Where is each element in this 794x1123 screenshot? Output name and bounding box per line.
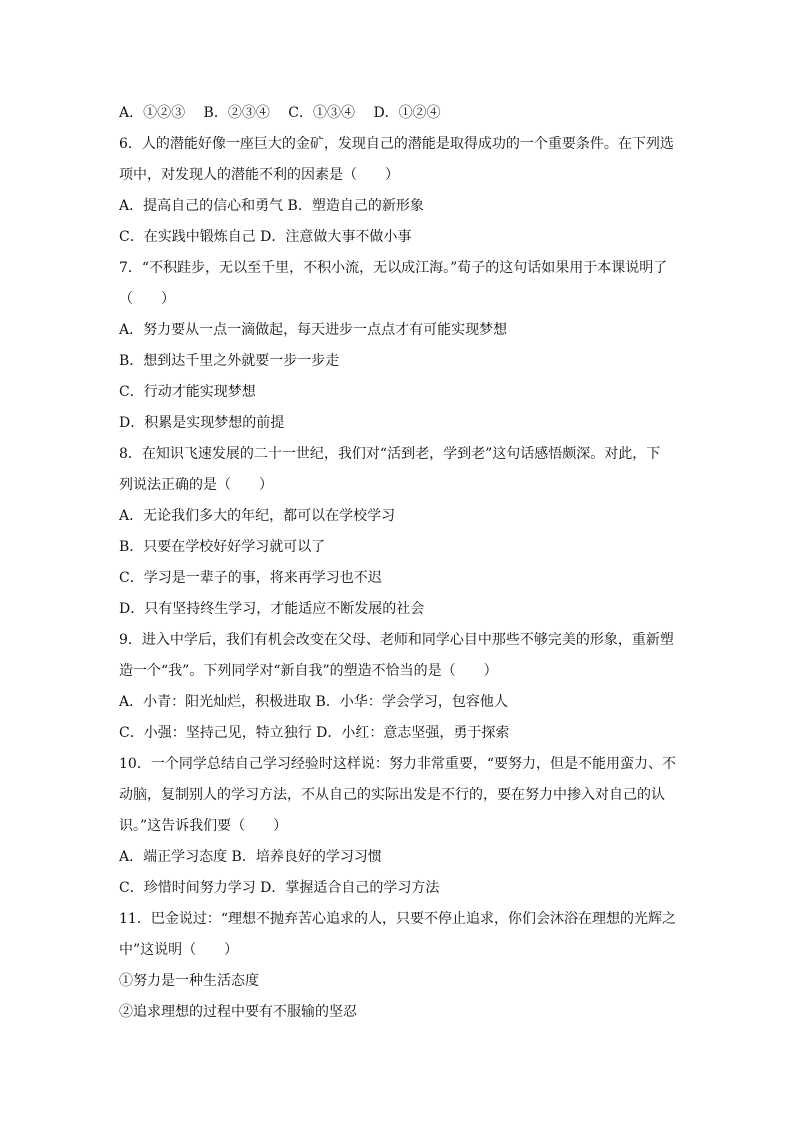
q11-stem-line-1: 11．巴金说过：“理想不抛弃苦心追求的人，只要不停止追求，你们会沐浴在理想的光辉之 [119, 911, 676, 927]
q5-options-line: A．①②③ B．②③④ C．①③④ D．①②④ [119, 105, 441, 121]
q11-statement-1: ①努力是一种生活态度 [119, 973, 259, 989]
q9-options-cd: C．小强：坚持己见，特立独行 D．小红：意志坚强，勇于探索 [119, 725, 510, 741]
q6-stem-line-1: 6．人的潜能好像一座巨大的金矿，发现自己的潜能是取得成功的一个重要条件。在下列选 [119, 136, 674, 152]
q6-stem-line-2: 项中，对发现人的潜能不利的因素是（ ） [119, 167, 399, 183]
q11-statement-2: ②追求理想的过程中要有不服输的坚忍 [119, 1004, 357, 1020]
q10-stem-line-3: 识。”这告诉我们要（ ） [119, 818, 288, 834]
q6-options-cd: C．在实践中锻炼自己 D．注意做大事不做小事 [119, 229, 412, 245]
q8-option-b: B．只要在学校好好学习就可以了 [119, 539, 326, 555]
q11-stem-line-2: 中”这说明（ ） [119, 942, 239, 958]
q8-option-a: A．无论我们多大的年纪，都可以在学校学习 [119, 508, 396, 524]
q7-option-b: B．想到达千里之外就要一步一步走 [119, 353, 340, 369]
q10-stem-line-1: 10．一个同学总结自己学习经验时这样说：努力非常重要，“要努力，但是不能用蛮力、不 [119, 756, 676, 772]
q9-stem-line-1: 9．进入中学后，我们有机会改变在父母、老师和同学心目中那些不够完美的形象，重新塑 [119, 632, 674, 648]
q7-option-d: D．积累是实现梦想的前提 [119, 415, 285, 431]
q10-stem-line-2: 动脑，复制别人的学习方法，不从自己的实际出发是不行的，要在努力中掺入对自己的认 [119, 787, 665, 803]
q8-option-d: D．只有坚持终生学习，才能适应不断发展的社会 [119, 601, 425, 617]
q7-stem-line-1: 7．“不积跬步，无以至千里，不积小流，无以成江海。”荀子的这句话如果用于本课说明了 [119, 260, 668, 276]
q10-options-ab: A．端正学习态度 B．培养良好的学习习惯 [119, 849, 382, 865]
q8-stem-line-2: 列说法正确的是（ ） [119, 477, 273, 493]
q9-options-ab: A．小青：阳光灿烂，积极进取 B．小华：学会学习，包容他人 [119, 694, 508, 710]
q8-option-c: C．学习是一辈子的事，将来再学习也不迟 [119, 570, 382, 586]
q7-option-c: C．行动才能实现梦想 [119, 384, 256, 400]
q10-options-cd: C．珍惜时间努力学习 D．掌握适合自己的学习方法 [119, 880, 440, 896]
q9-stem-line-2: 造一个“我”。下列同学对“新自我”的塑造不恰当的是（ ） [119, 663, 498, 679]
q7-stem-line-2: （ ） [119, 291, 175, 307]
q8-stem-line-1: 8．在知识飞速发展的二十一世纪，我们对“活到老，学到老”这句话感悟颇深。对此，下 [119, 446, 661, 462]
q7-option-a: A．努力要从一点一滴做起，每天进步一点点才有可能实现梦想 [119, 322, 508, 338]
q6-options-ab: A．提高自己的信心和勇气 B．塑造自己的新形象 [119, 198, 424, 214]
